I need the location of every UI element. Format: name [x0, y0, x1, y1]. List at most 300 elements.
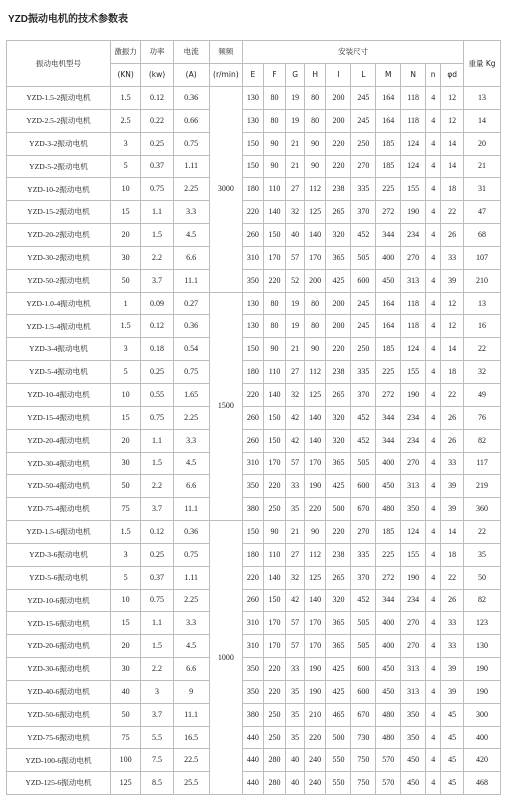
- value-cell: 219: [464, 475, 501, 498]
- value-cell: 270: [401, 246, 426, 269]
- value-cell: 11.1: [173, 269, 209, 292]
- value-cell: 39: [441, 475, 464, 498]
- model-cell: YZD-75-6振动电机: [7, 726, 111, 749]
- value-cell: 4: [426, 612, 441, 635]
- value-cell: 190: [464, 680, 501, 703]
- value-cell: 185: [376, 155, 401, 178]
- value-cell: 370: [351, 566, 376, 589]
- value-cell: 270: [401, 635, 426, 658]
- value-cell: 200: [304, 269, 326, 292]
- value-cell: 170: [263, 635, 286, 658]
- value-cell: 57: [286, 246, 304, 269]
- value-cell: 0.09: [141, 292, 173, 315]
- value-cell: 480: [376, 726, 401, 749]
- value-cell: 670: [351, 498, 376, 521]
- value-cell: 117: [464, 452, 501, 475]
- value-cell: 0.25: [141, 132, 173, 155]
- value-cell: 82: [464, 429, 501, 452]
- value-cell: 350: [243, 475, 264, 498]
- value-cell: 190: [401, 201, 426, 224]
- table-row: [7, 383, 501, 406]
- value-cell: 3.7: [141, 269, 173, 292]
- value-cell: 170: [304, 452, 326, 475]
- value-cell: 4: [426, 498, 441, 521]
- value-cell: 39: [441, 269, 464, 292]
- value-cell: 0.37: [141, 566, 173, 589]
- value-cell: 730: [351, 726, 376, 749]
- model-cell: YZD-15-6振动电机: [7, 612, 111, 635]
- value-cell: 310: [243, 612, 264, 635]
- value-cell: 505: [351, 612, 376, 635]
- value-cell: 4: [426, 475, 441, 498]
- value-cell: 5: [110, 361, 140, 384]
- value-cell: 1.5: [141, 452, 173, 475]
- value-cell: 220: [326, 521, 351, 544]
- value-cell: 245: [351, 315, 376, 338]
- value-cell: 118: [401, 315, 426, 338]
- value-cell: 14: [441, 521, 464, 544]
- value-cell: 270: [401, 452, 426, 475]
- value-cell: 425: [326, 269, 351, 292]
- table-row: [7, 475, 501, 498]
- value-cell: 370: [351, 201, 376, 224]
- value-cell: 234: [401, 406, 426, 429]
- value-cell: 4: [426, 521, 441, 544]
- value-cell: 14: [441, 338, 464, 361]
- value-cell: 15: [110, 406, 140, 429]
- value-cell: 12: [441, 315, 464, 338]
- value-cell: 3.3: [173, 429, 209, 452]
- value-cell: 0.75: [173, 361, 209, 384]
- value-cell: 0.37: [141, 155, 173, 178]
- value-cell: 0.54: [173, 338, 209, 361]
- header-install-dims: 安装尺寸: [243, 41, 464, 64]
- value-cell: 57: [286, 635, 304, 658]
- value-cell: 10: [110, 589, 140, 612]
- value-cell: 1.65: [173, 383, 209, 406]
- value-cell: 238: [326, 543, 351, 566]
- value-cell: 4: [426, 178, 441, 201]
- value-cell: 22: [464, 521, 501, 544]
- value-cell: 313: [401, 658, 426, 681]
- value-cell: 270: [351, 521, 376, 544]
- value-cell: 80: [263, 87, 286, 110]
- value-cell: 0.66: [173, 109, 209, 132]
- value-cell: 1.5: [141, 224, 173, 247]
- value-cell: 35: [464, 543, 501, 566]
- value-cell: 280: [263, 749, 286, 772]
- header-dim-col: G: [286, 64, 304, 87]
- value-cell: 505: [351, 452, 376, 475]
- value-cell: 185: [376, 132, 401, 155]
- header-force-unit: (KN): [110, 64, 140, 87]
- model-cell: YZD-5-6振动电机: [7, 566, 111, 589]
- value-cell: 200: [326, 87, 351, 110]
- value-cell: 164: [376, 109, 401, 132]
- value-cell: 600: [351, 658, 376, 681]
- value-cell: 190: [401, 566, 426, 589]
- value-cell: 310: [243, 452, 264, 475]
- value-cell: 0.36: [173, 521, 209, 544]
- value-cell: 310: [243, 635, 264, 658]
- vibration-motor-spec-table: [6, 40, 501, 795]
- value-cell: 0.75: [141, 406, 173, 429]
- model-cell: YZD-2.5-2振动电机: [7, 109, 111, 132]
- value-cell: 505: [351, 246, 376, 269]
- value-cell: 450: [401, 749, 426, 772]
- table-row: [7, 498, 501, 521]
- table-row: [7, 566, 501, 589]
- value-cell: 220: [263, 680, 286, 703]
- value-cell: 118: [401, 109, 426, 132]
- value-cell: 125: [110, 772, 140, 795]
- value-cell: 11.1: [173, 498, 209, 521]
- table-row: [7, 361, 501, 384]
- value-cell: 245: [351, 292, 376, 315]
- table-row: [7, 338, 501, 361]
- value-cell: 170: [304, 635, 326, 658]
- model-cell: YZD-1.5-6振动电机: [7, 521, 111, 544]
- value-cell: 76: [464, 406, 501, 429]
- table-row: [7, 87, 501, 110]
- value-cell: 452: [351, 406, 376, 429]
- value-cell: 570: [376, 772, 401, 795]
- value-cell: 150: [263, 589, 286, 612]
- value-cell: 82: [464, 589, 501, 612]
- header-dim-col: n: [426, 64, 441, 87]
- value-cell: 440: [243, 726, 264, 749]
- value-cell: 600: [351, 475, 376, 498]
- value-cell: 150: [243, 155, 264, 178]
- value-cell: 3: [141, 680, 173, 703]
- value-cell: 9: [173, 680, 209, 703]
- model-cell: YZD-1.5-2振动电机: [7, 87, 111, 110]
- value-cell: 39: [441, 658, 464, 681]
- value-cell: 5.5: [141, 726, 173, 749]
- value-cell: 6.6: [173, 658, 209, 681]
- value-cell: 220: [304, 498, 326, 521]
- value-cell: 440: [243, 772, 264, 795]
- value-cell: 47: [464, 201, 501, 224]
- value-cell: 4: [426, 680, 441, 703]
- table-row: [7, 269, 501, 292]
- model-cell: YZD-50-2振动电机: [7, 269, 111, 292]
- header-dim-col: φd: [441, 64, 464, 87]
- value-cell: 107: [464, 246, 501, 269]
- value-cell: 35: [286, 703, 304, 726]
- value-cell: 16.5: [173, 726, 209, 749]
- value-cell: 313: [401, 269, 426, 292]
- value-cell: 22.5: [173, 749, 209, 772]
- value-cell: 4: [426, 315, 441, 338]
- value-cell: 400: [464, 726, 501, 749]
- value-cell: 112: [304, 361, 326, 384]
- value-cell: 1.5: [110, 87, 140, 110]
- value-cell: 505: [351, 635, 376, 658]
- value-cell: 350: [243, 680, 264, 703]
- value-cell: 26: [441, 589, 464, 612]
- model-cell: YZD-3-2振动电机: [7, 132, 111, 155]
- value-cell: 90: [304, 521, 326, 544]
- value-cell: 220: [243, 383, 264, 406]
- value-cell: 344: [376, 429, 401, 452]
- model-cell: YZD-30-6振动电机: [7, 658, 111, 681]
- table-row: [7, 178, 501, 201]
- value-cell: 100: [110, 749, 140, 772]
- value-cell: 33: [441, 452, 464, 475]
- value-cell: 440: [243, 749, 264, 772]
- value-cell: 140: [304, 429, 326, 452]
- value-cell: 22: [441, 566, 464, 589]
- value-cell: 4: [426, 772, 441, 795]
- value-cell: 452: [351, 429, 376, 452]
- value-cell: 180: [243, 543, 264, 566]
- value-cell: 150: [243, 338, 264, 361]
- value-cell: 234: [401, 224, 426, 247]
- model-cell: YZD-75-4振动电机: [7, 498, 111, 521]
- value-cell: 500: [326, 726, 351, 749]
- value-cell: 155: [401, 178, 426, 201]
- document-title: YZD振动电机的技术参数表: [8, 14, 128, 25]
- value-cell: 0.12: [141, 521, 173, 544]
- value-cell: 400: [376, 612, 401, 635]
- value-cell: 0.75: [173, 543, 209, 566]
- value-cell: 80: [263, 315, 286, 338]
- model-cell: YZD-15-4振动电机: [7, 406, 111, 429]
- value-cell: 225: [376, 361, 401, 384]
- value-cell: 380: [243, 498, 264, 521]
- value-cell: 39: [441, 498, 464, 521]
- value-cell: 480: [376, 703, 401, 726]
- value-cell: 130: [243, 315, 264, 338]
- value-cell: 1.1: [141, 201, 173, 224]
- value-cell: 4.5: [173, 635, 209, 658]
- table-row: [7, 109, 501, 132]
- value-cell: 468: [464, 772, 501, 795]
- value-cell: 320: [326, 224, 351, 247]
- value-cell: 150: [243, 132, 264, 155]
- value-cell: 265: [326, 566, 351, 589]
- value-cell: 11.1: [173, 703, 209, 726]
- table-row: [7, 155, 501, 178]
- model-cell: YZD-20-2振动电机: [7, 224, 111, 247]
- value-cell: 4: [426, 566, 441, 589]
- value-cell: 170: [304, 246, 326, 269]
- value-cell: 4: [426, 201, 441, 224]
- value-cell: 20: [110, 635, 140, 658]
- value-cell: 6.6: [173, 475, 209, 498]
- value-cell: 310: [243, 246, 264, 269]
- value-cell: 2.5: [110, 109, 140, 132]
- value-cell: 550: [326, 772, 351, 795]
- header-dim-col: H: [304, 64, 326, 87]
- value-cell: 234: [401, 429, 426, 452]
- header-power-unit: (kw): [141, 64, 173, 87]
- value-cell: 185: [376, 521, 401, 544]
- value-cell: 50: [110, 703, 140, 726]
- value-cell: 380: [243, 703, 264, 726]
- value-cell: 320: [326, 589, 351, 612]
- value-cell: 32: [286, 566, 304, 589]
- value-cell: 90: [263, 338, 286, 361]
- value-cell: 750: [351, 749, 376, 772]
- value-cell: 370: [351, 383, 376, 406]
- value-cell: 6.6: [173, 246, 209, 269]
- value-cell: 90: [263, 155, 286, 178]
- value-cell: 4: [426, 383, 441, 406]
- value-cell: 1.11: [173, 566, 209, 589]
- value-cell: 14: [441, 132, 464, 155]
- value-cell: 75: [110, 726, 140, 749]
- header-model: 振动电机型号: [7, 41, 111, 87]
- value-cell: 180: [243, 178, 264, 201]
- value-cell: 0.27: [173, 292, 209, 315]
- value-cell: 150: [263, 406, 286, 429]
- speed-cell: 1500: [209, 292, 243, 520]
- value-cell: 124: [401, 338, 426, 361]
- value-cell: 45: [441, 726, 464, 749]
- value-cell: 40: [286, 224, 304, 247]
- value-cell: 110: [263, 178, 286, 201]
- value-cell: 450: [376, 269, 401, 292]
- value-cell: 335: [351, 543, 376, 566]
- value-cell: 2.2: [141, 475, 173, 498]
- value-cell: 600: [351, 680, 376, 703]
- value-cell: 57: [286, 612, 304, 635]
- value-cell: 30: [110, 658, 140, 681]
- table-row: [7, 612, 501, 635]
- table-row: [7, 521, 501, 544]
- value-cell: 50: [110, 269, 140, 292]
- value-cell: 1.5: [110, 521, 140, 544]
- table-row: [7, 452, 501, 475]
- value-cell: 90: [304, 338, 326, 361]
- value-cell: 52: [286, 269, 304, 292]
- value-cell: 20: [110, 224, 140, 247]
- value-cell: 0.36: [173, 87, 209, 110]
- value-cell: 155: [401, 361, 426, 384]
- table-row: [7, 315, 501, 338]
- value-cell: 3.7: [141, 498, 173, 521]
- value-cell: 140: [263, 201, 286, 224]
- value-cell: 220: [326, 155, 351, 178]
- value-cell: 220: [326, 338, 351, 361]
- value-cell: 210: [464, 269, 501, 292]
- value-cell: 350: [243, 269, 264, 292]
- value-cell: 125: [304, 201, 326, 224]
- value-cell: 118: [401, 292, 426, 315]
- value-cell: 0.25: [141, 361, 173, 384]
- value-cell: 452: [351, 589, 376, 612]
- value-cell: 140: [304, 224, 326, 247]
- value-cell: 452: [351, 224, 376, 247]
- value-cell: 250: [351, 132, 376, 155]
- value-cell: 4: [426, 246, 441, 269]
- value-cell: 4: [426, 87, 441, 110]
- value-cell: 260: [243, 406, 264, 429]
- model-cell: YZD-20-6振动电机: [7, 635, 111, 658]
- value-cell: 365: [326, 612, 351, 635]
- model-cell: YZD-50-6振动电机: [7, 703, 111, 726]
- spec-table-body: [7, 87, 501, 795]
- value-cell: 19: [286, 315, 304, 338]
- value-cell: 30: [110, 452, 140, 475]
- value-cell: 4: [426, 269, 441, 292]
- value-cell: 90: [304, 132, 326, 155]
- table-row: [7, 224, 501, 247]
- speed-cell: 1000: [209, 521, 243, 795]
- value-cell: 27: [286, 543, 304, 566]
- value-cell: 80: [304, 109, 326, 132]
- value-cell: 190: [401, 383, 426, 406]
- value-cell: 190: [304, 475, 326, 498]
- model-cell: YZD-30-2振动电机: [7, 246, 111, 269]
- value-cell: 35: [286, 726, 304, 749]
- value-cell: 210: [304, 703, 326, 726]
- value-cell: 350: [401, 498, 426, 521]
- model-cell: YZD-10-4振动电机: [7, 383, 111, 406]
- value-cell: 0.22: [141, 109, 173, 132]
- value-cell: 12: [441, 109, 464, 132]
- value-cell: 240: [304, 772, 326, 795]
- model-cell: YZD-10-2振动电机: [7, 178, 111, 201]
- value-cell: 33: [441, 635, 464, 658]
- value-cell: 164: [376, 315, 401, 338]
- value-cell: 4: [426, 155, 441, 178]
- value-cell: 33: [286, 658, 304, 681]
- table-row: [7, 292, 501, 315]
- model-cell: YZD-20-4振动电机: [7, 429, 111, 452]
- value-cell: 670: [351, 703, 376, 726]
- value-cell: 245: [351, 109, 376, 132]
- model-cell: YZD-3-6振动电机: [7, 543, 111, 566]
- model-cell: YZD-3-4振动电机: [7, 338, 111, 361]
- value-cell: 130: [243, 109, 264, 132]
- value-cell: 13: [464, 292, 501, 315]
- value-cell: 110: [263, 543, 286, 566]
- value-cell: 27: [286, 361, 304, 384]
- value-cell: 5: [110, 155, 140, 178]
- value-cell: 344: [376, 224, 401, 247]
- table-row: [7, 772, 501, 795]
- value-cell: 130: [243, 292, 264, 315]
- value-cell: 18: [441, 178, 464, 201]
- value-cell: 130: [243, 87, 264, 110]
- value-cell: 465: [326, 703, 351, 726]
- value-cell: 45: [441, 749, 464, 772]
- value-cell: 260: [243, 429, 264, 452]
- value-cell: 2.2: [141, 658, 173, 681]
- value-cell: 450: [401, 772, 426, 795]
- header-dim-col: N: [401, 64, 426, 87]
- value-cell: 20: [110, 429, 140, 452]
- value-cell: 155: [401, 543, 426, 566]
- value-cell: 118: [401, 87, 426, 110]
- value-cell: 335: [351, 361, 376, 384]
- header-current: 电流: [173, 41, 209, 64]
- table-row: [7, 703, 501, 726]
- value-cell: 180: [243, 361, 264, 384]
- header-dim-col: M: [376, 64, 401, 87]
- table-row: [7, 589, 501, 612]
- value-cell: 112: [304, 543, 326, 566]
- value-cell: 16: [464, 315, 501, 338]
- value-cell: 19: [286, 109, 304, 132]
- value-cell: 123: [464, 612, 501, 635]
- value-cell: 350: [401, 726, 426, 749]
- value-cell: 164: [376, 292, 401, 315]
- value-cell: 170: [263, 452, 286, 475]
